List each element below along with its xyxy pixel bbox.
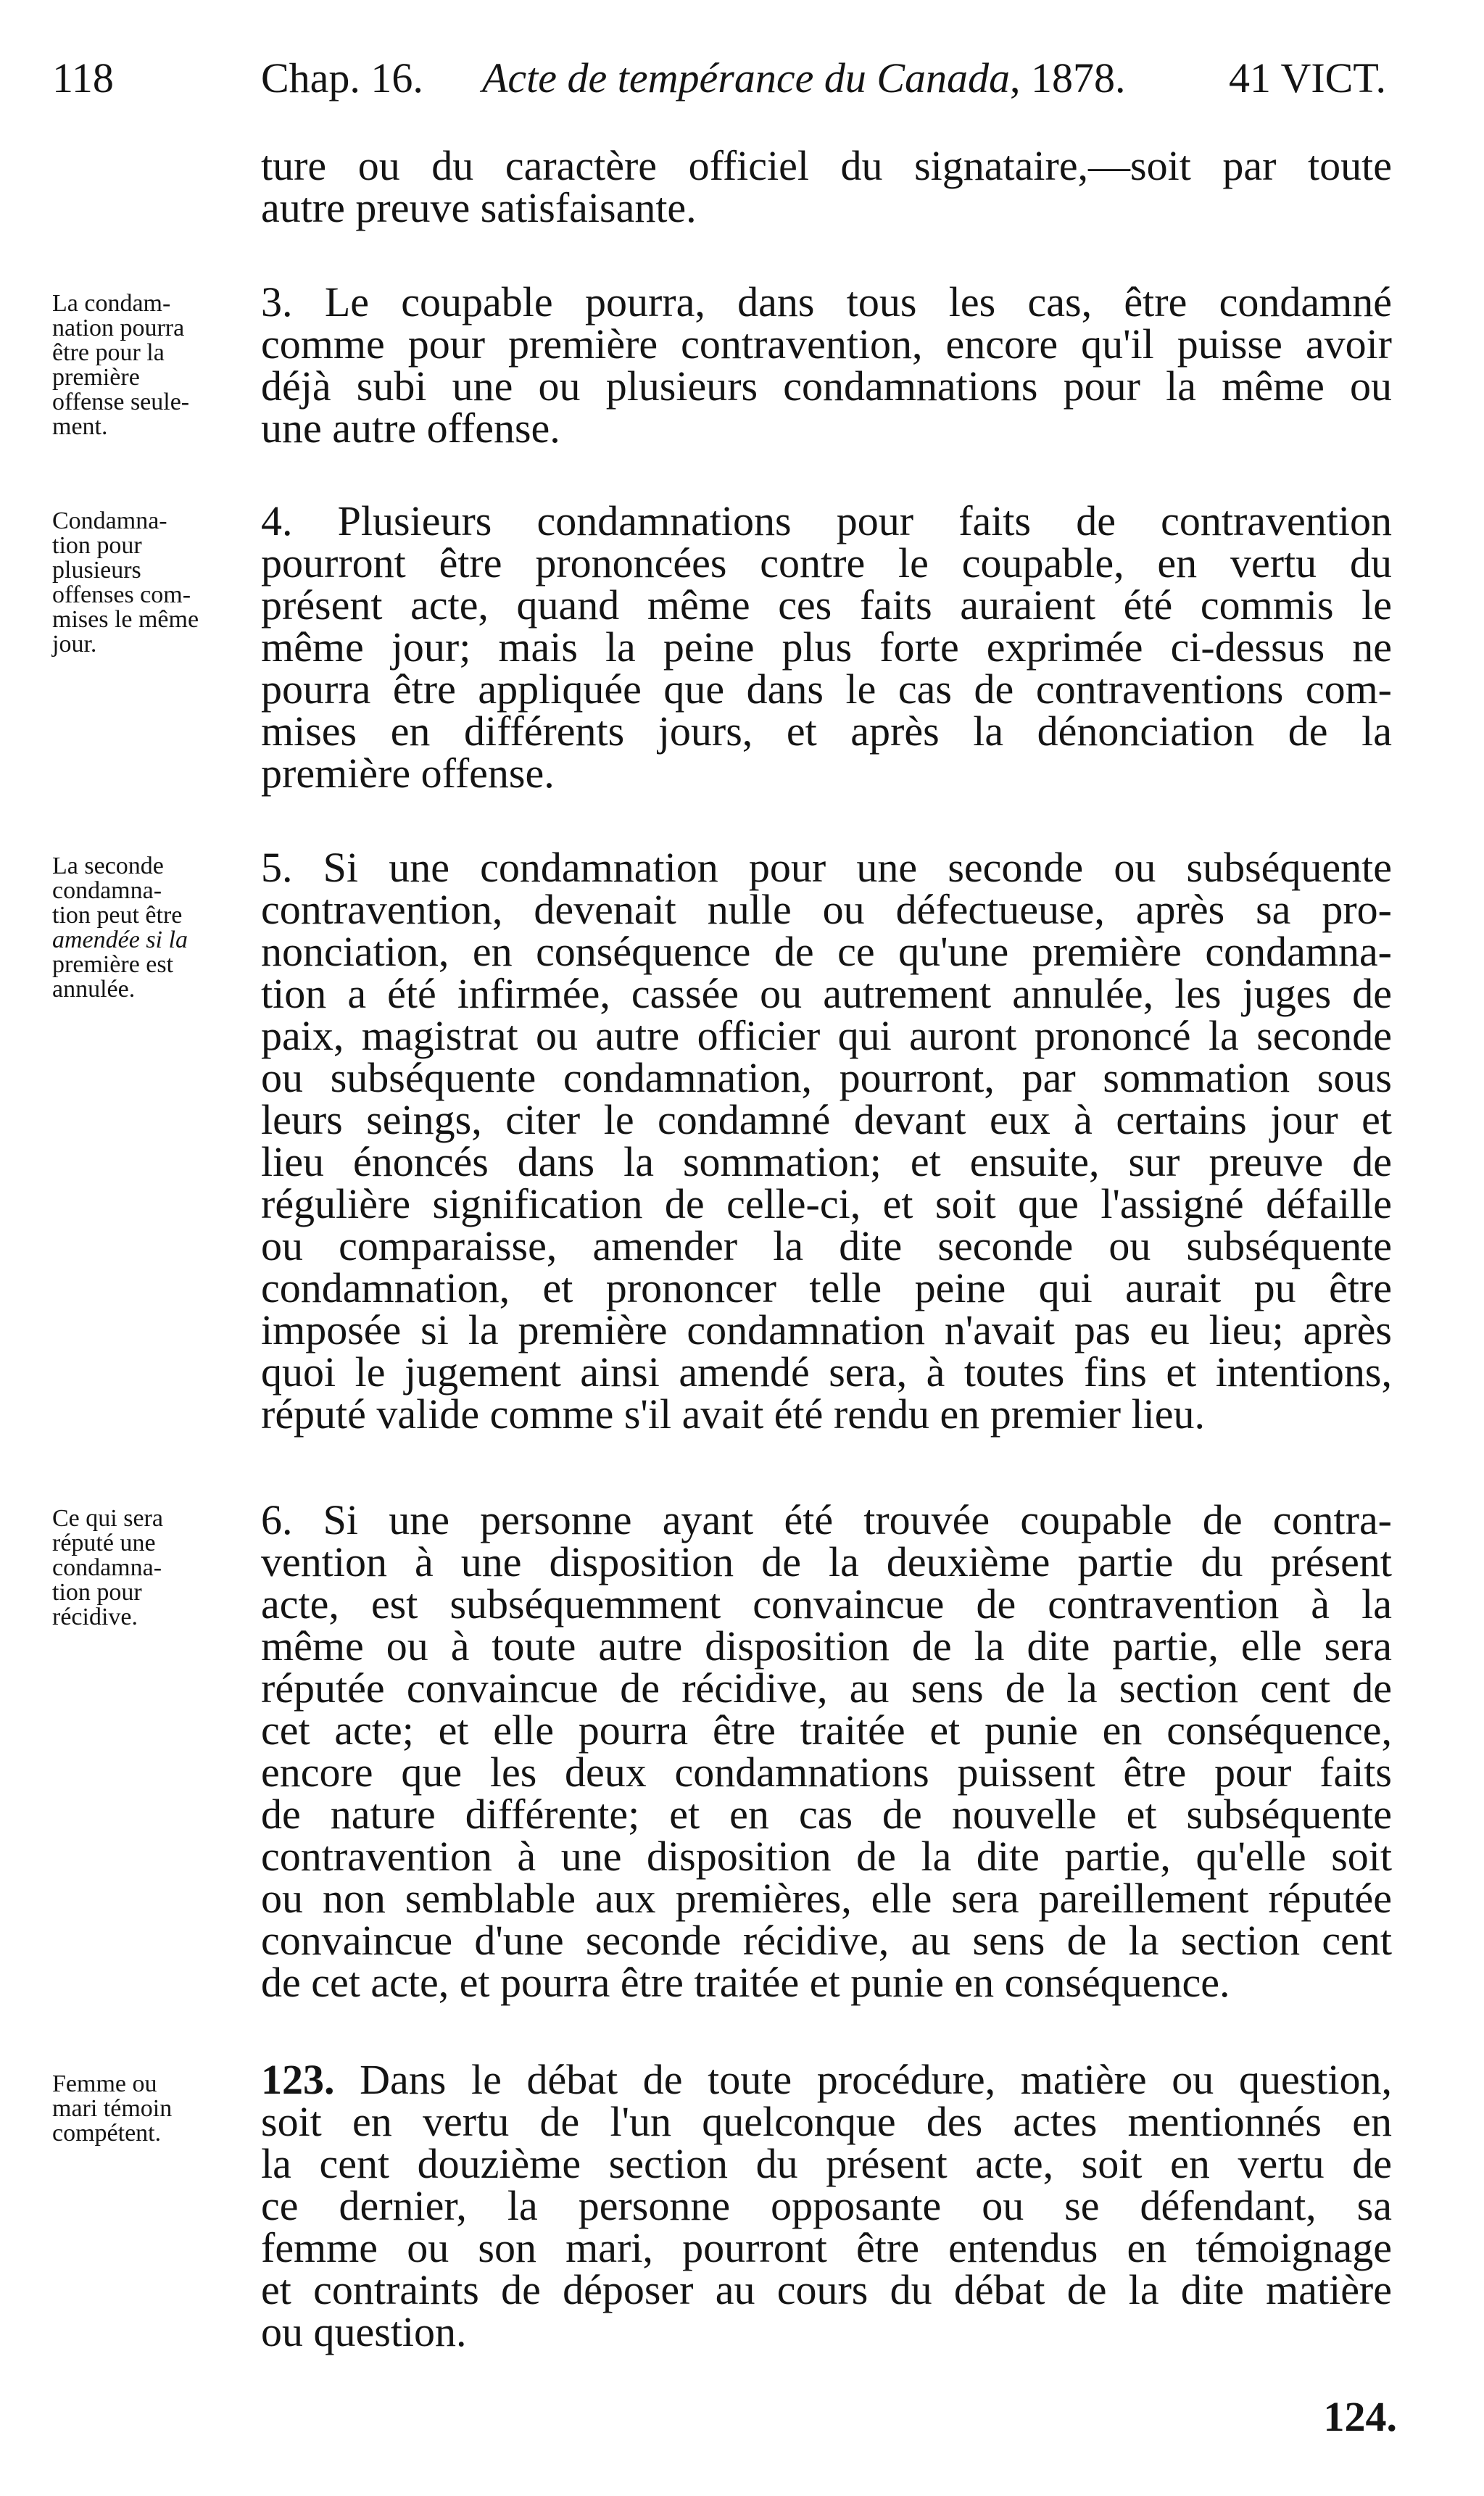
section-line: condamnation, et prononcer telle peine qui aurait pu être [261,1264,1392,1311]
section-line: une autre offense. [261,405,560,452]
section-line: 6. Si une personne ayant été trouvée coupable de contra- [261,1496,1392,1543]
section-line: ou comparaisse, amender la dite seconde ou subséquente [261,1222,1392,1269]
section-line: mises en différents jours, et après la dénonciation de la [261,708,1392,755]
margin-note-line: annulée. [52,976,136,1003]
margin-note-line: offense seule- [52,389,190,415]
running-title [482,49,1126,107]
margin-note-line: Ce qui sera [52,1505,163,1532]
margin-note-line: première [52,364,140,391]
section-line: ou subséquente condamnation, pourront, par sommation sous [261,1054,1392,1101]
section-line: la cent douzième section du présent acte, soit en vertu de [261,2140,1392,2187]
section-line: pourra être appliquée que dans le cas de contraventions com- [261,666,1392,713]
margin-note-line: offenses com- [52,581,191,608]
margin-note-s123 [52,2072,248,2146]
margin-note-line: récidive. [52,1604,138,1630]
section-line: comme pour première contravention, encore qu'il puisse avoir [261,320,1392,368]
margin-note-s4 [52,509,248,657]
margin-note-line: mises le même [52,606,199,633]
margin-note-line: réputé une [52,1530,156,1556]
section-line: convaincue d'une seconde récidive, au sens de la section cent [261,1917,1392,1964]
margin-note-line: Femme ou [52,2070,157,2097]
margin-note-line: condamna- [52,1554,162,1581]
section-line: quoi le jugement ainsi amendé sera, à toutes fins et intentions, [261,1348,1392,1396]
section-line: de nature différente; et en cas de nouvelle et subséquente [261,1791,1392,1838]
section-line: encore que les deux condamnations puissent être pour faits [261,1749,1392,1796]
section-line: vention à une disposition de la deuxième partie du présent [261,1538,1392,1585]
section-line: acte, est subséquemment convaincue de contravention à la [261,1580,1392,1628]
margin-note-s6 [52,1506,248,1630]
section-line: réputée convaincue de récidive, au sens de la section cent de [261,1664,1392,1712]
section-line: de cet acte, et pourra être traitée et punie en conséquence. [261,1959,1230,2006]
section-line: déjà subi une ou plusieurs condamnations pour la même ou [261,362,1392,410]
section-line: ce dernier, la personne opposante ou se défendant, sa [261,2182,1392,2229]
section-line: présent acte, quand même ces faits auraient été commis le [261,581,1392,629]
section-line: ou non semblable aux premières, elle sera pareillement réputée [261,1875,1392,1922]
act-year: , 1878. [1010,54,1126,101]
section-line-text: Dans le débat de toute procédure, matière ou question, [360,2056,1392,2103]
section-line: contravention à une disposition de la dite partie, qu'elle soit [261,1833,1392,1880]
chapter-label: Chap. 16. [261,54,423,101]
margin-note-line: tion pour [52,1579,142,1606]
margin-note-line: amendée si la [52,926,188,953]
section-line: ou question. [261,2308,467,2355]
section-line: pourront être prononcées contre le coupable, en vertu du [261,539,1392,586]
section-line: 5. Si une condamnation pour une seconde ou subséquente [261,844,1392,891]
section-line: contravention, devenait nulle ou défectueuse, après sa pro- [261,886,1392,933]
act-title: Acte de tempérance du Canada [482,54,1011,101]
margin-note-line: être pour la [52,339,165,366]
section-line [261,2056,1392,2103]
margin-note-line: compétent. [52,2120,162,2147]
margin-note-s5 [52,854,248,1002]
catchword: 124. [1323,2393,1397,2440]
section-line: régulière signification de celle-ci, et soit que l'assigné défaille [261,1180,1392,1227]
section-number: 123. [261,2056,335,2103]
section-line: femme ou son mari, pourront être entendus en témoignage [261,2224,1392,2271]
section-line: cet acte; et elle pourra être traitée et punie en conséquence, [261,1707,1392,1754]
section-line: lieu énoncés dans la sommation; et ensuite, sur preuve de [261,1138,1392,1185]
margin-note-line: ment. [52,413,108,440]
regnal-year: 41 VICT. [1229,54,1386,101]
section-line: même ou à toute autre disposition de la dite partie, elle sera [261,1622,1392,1670]
margin-note-line: mari témoin [52,2095,173,2122]
section-line: soit en vertu de l'un quelconque des actes mentionnés en [261,2098,1392,2145]
margin-note-line: La condam- [52,290,171,317]
section-line: et contraints de déposer au cours du débat de la dite matière [261,2266,1392,2313]
margin-note-line: tion peut être [52,902,183,929]
margin-note-s3 [52,291,248,439]
margin-note-line: plusieurs [52,557,141,584]
section-line: première offense. [261,750,555,797]
margin-note-line: première est [52,951,174,978]
margin-note-line: Condamna- [52,507,167,534]
margin-note-line: jour. [52,631,97,658]
page-number: 118 [52,54,114,101]
section-line: leurs seings, citer le condamné devant eux à certains jour et [261,1096,1392,1143]
section-line: réputé valide comme s'il avait été rendu en premier lieu. [261,1390,1206,1438]
section-line: même jour; mais la peine plus forte exprimée ci-dessus ne [261,623,1392,671]
margin-note-line: La seconde [52,853,164,879]
section-line: 3. Le coupable pourra, dans tous les cas, être condamné [261,278,1392,326]
section-line: nonciation, en conséquence de ce qu'une première condamna- [261,928,1392,975]
continuation-line: autre preuve satisfaisante. [261,184,697,231]
margin-note-line: tion pour [52,532,142,559]
section-line: tion a été infirmée, cassée ou autrement annulée, les juges de [261,970,1392,1017]
section-line: imposée si la première condamnation n'avait pas eu lieu; après [261,1306,1392,1353]
continuation-line: ture ou du caractère officiel du signataire,—soit par toute [261,142,1392,189]
margin-note-line: nation pourra [52,315,185,341]
section-line: paix, magistrat ou autre officier qui auront prononcé la seconde [261,1012,1392,1059]
section-line: 4. Plusieurs condamnations pour faits de contravention [261,497,1392,544]
margin-note-line: condamna- [52,877,162,904]
